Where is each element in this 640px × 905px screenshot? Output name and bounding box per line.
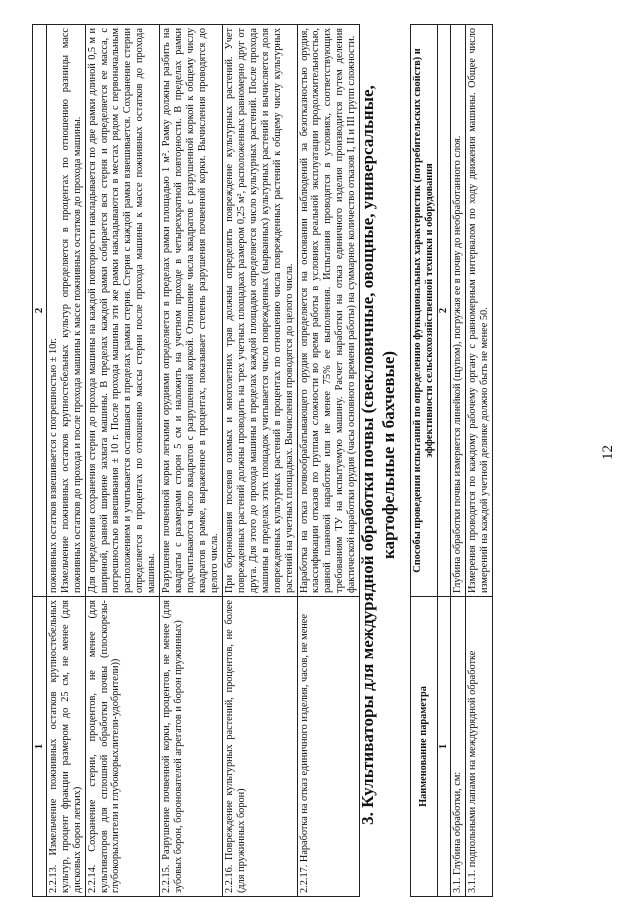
header-param: Наименование параметра — [411, 597, 438, 897]
column-number-1: 1 — [33, 597, 47, 897]
section-heading: 3. Культиваторы для междурядной обработки почвы (свекловичные, овощные, универсальные, картофельные и бахчевые) — [358, 85, 399, 825]
table-row — [297, 25, 360, 897]
table-header-row — [411, 25, 438, 897]
column-number-2: 2 — [437, 25, 450, 597]
method-text: Измельчение пожнивных остатков крупностебельных культур определяется в процентах по отношению разницы масс пожнивных остатков до прохода и после прохода машины к массе пожнивных остатков до прохода машины. — [59, 28, 83, 593]
method-text: пожнивных остатков взвешивается с погрешностью ± 10г. — [47, 338, 59, 593]
column-number-row — [437, 25, 450, 897]
table-row — [465, 25, 492, 897]
table-row — [160, 25, 223, 897]
method-cell: При боронования посевов озимых и многолетних трав должны определить повреждение культурных растений. Учет поврежденных растений должны проводить на трех учетных площадках размером 0,25 м², расположенных равномерно друг от друга. Для этого до прохода машины в пределах каждой площадки определяется число культурных растений. После прохода машины в пределах этих площадок учитывается число поврежденных (вырванных) культурных растений и вычисляется доля поврежденных культурных растений в процентах по отношению числа поврежденных растений к общему числу культурных растений на учетных площадках. Вычисления проводятся до целого числа. — [222, 25, 297, 597]
table-row — [222, 25, 297, 897]
cultivator-table — [410, 24, 493, 897]
requirements-table — [32, 24, 360, 897]
table-row — [46, 25, 85, 897]
param-cell: 3.1.1. подпольными лапами на междурядной обработке — [465, 597, 492, 897]
method-cell: Измерения проводятся по каждому рабочему органу с равномерным интервалом по ходу движения машины. Общее число измерений на каждой учетной делянке должно быть не менее 50. — [465, 25, 492, 597]
param-cell: 2.2.14. Сохранение стерни, процентов, не менее (для культиваторов для сплошной обработки почвы (плоскорезы-глубокорыхлители и глубокорыхлители-удобрители)) — [85, 597, 160, 897]
table-row — [85, 25, 160, 897]
param-cell: 2.2.16. Повреждение культурных растений, процентов, не более (для пружинных борон) — [222, 597, 297, 897]
page-number: 12 — [600, 445, 616, 460]
param-cell: 3.1. Глубина обработки, см: — [450, 597, 465, 897]
method-cell: Для определения сохранения стерни до прохода машины на каждой повторности накладывается по две рамки длиной 0,5 м и шириной, равной ширине захвата машины. В пределах каждой рамки собирается вся стерня и определяется ее масса, с погрешностью взвешивания ± 10 г. После прохода машины эти же рамки накладываются в местах рядом с первоначальным расположением и учитывается оставшаяся в пределах рамки стерня. Стерня с каждой рамки взвешивается. Сохранение стерни определяется в процентах по отношению массы стерни после прохода машины к массе пожнивных остатков до прохода машины. — [85, 25, 160, 597]
param-cell: 2.2.17. Наработка на отказ единичного изделия, часов, не менее — [297, 597, 360, 897]
method-cell: Глубина обработки почвы измеряется линейкой (щупом), погружая ее в почву до необработанного слоя. — [450, 25, 465, 597]
param-cell: 2.2.13. Измельчение пожнивных остатков крупностебельных культур, процент фракции размером до 25 см, не менее (для дисковых борон легких) — [46, 597, 85, 897]
method-cell: Разрушение почвенной корки легкими орудиями определяется в пределах рамки площадью 1 м². Рамку должны разбить на квадраты с размерами сторон 5 см и наложить на учетном проходе в четырехкратной повторности. В пределах рамки подсчитываются число квадратов с разрушенной коркой. Отношение числа квадратов с разрушенной коркой к общему числу квадратов в рамке, выраженное в процентах, показывает степень разрушения почвенной корки. Вычисления проводятся до целого числа. — [160, 25, 223, 597]
method-cell — [46, 25, 85, 597]
table-row — [450, 25, 465, 897]
param-cell: 2.2.15. Разрушение почвенной корки, процентов, не менее (для зубовых борон, боронователей агрегатов и борон пружинных) — [160, 597, 223, 897]
method-cell: Наработка на отказ почвообрабатывающего орудия определяется на основании наблюдений за безотказностью орудия, классификации отказов по группам сложности во время работы в условиях реальной эксплуатации продолжительностью, равной плановой наработке или не менее 75% ее выполнения. Испытания проводятся в условиях, соответствующих требованиям ТУ на испытуемую машину. Расчет наработки на отказ единичного изделия производится путем деления фактической наработки орудия (часы основного времени работы) на суммарное количество отказов I, II и III групп сложности. — [297, 25, 360, 597]
column-number-1: 1 — [437, 597, 450, 897]
header-method: Способы проведения испытаний по определению функциональных характеристик (потребительских свойств) и эффективности сельскохозяйственной техники и оборудования — [411, 25, 438, 597]
table-header-row — [33, 25, 47, 897]
column-number-2: 2 — [33, 25, 47, 597]
